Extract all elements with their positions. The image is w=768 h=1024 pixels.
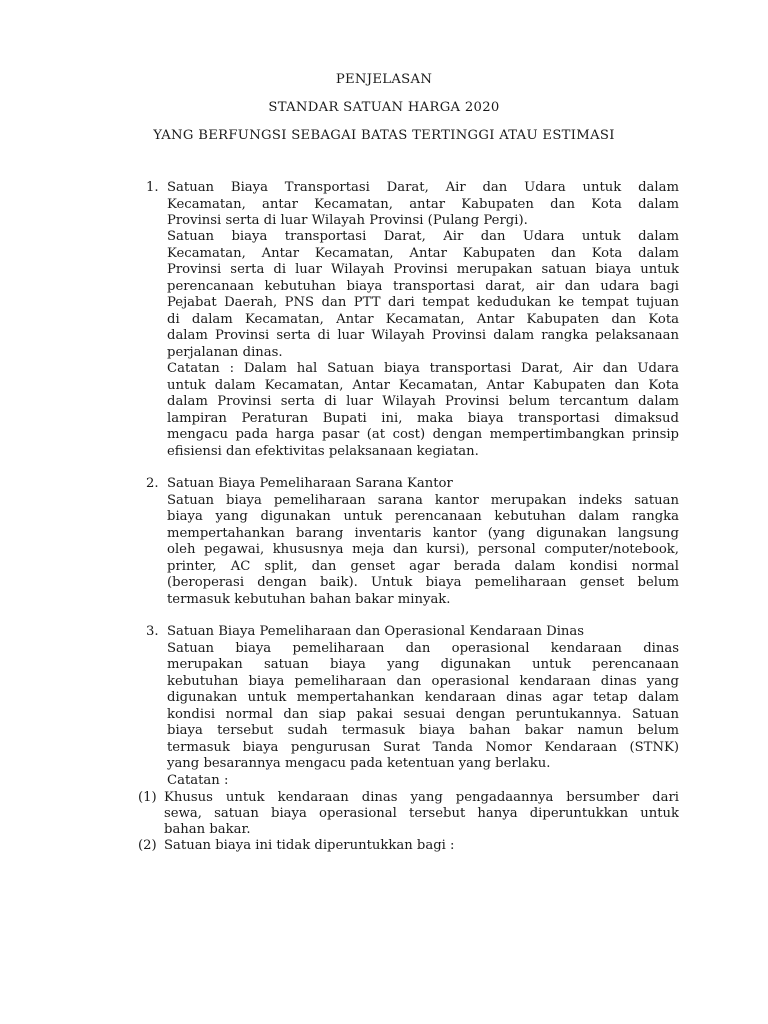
text-line: Kecamatan, antar Kecamatan, antar Kabupaten dan Kota dalam: [167, 197, 679, 212]
text-line: untuk dalam Kecamatan, Antar Kecamatan, Antar Kabupaten dan Kota: [167, 378, 679, 393]
subitem-number: (2): [138, 838, 157, 853]
text-line: dalam Provinsi serta di luar Wilayah Provinsi dalam rangka pelaksanaan: [167, 328, 679, 343]
text-line: Satuan biaya ini tidak diperuntukkan bagi :: [164, 838, 455, 853]
item-number: 2.: [146, 476, 159, 491]
text-line: mempertahankan barang inventaris kantor (yang digunakan langsung: [167, 526, 679, 541]
text-line: Catatan : Dalam hal Satuan biaya transportasi Darat, Air dan Udara: [167, 361, 679, 376]
text-line: termasuk kebutuhan bahan bakar minyak.: [167, 592, 451, 607]
text-line: kebutuhan biaya pemeliharaan dan operasional kendaraan dinas yang: [167, 674, 679, 689]
text-line: lampiran Peraturan Bupati ini, maka biaya transportasi dimaksud: [167, 411, 679, 426]
text-line: Satuan biaya pemeliharaan dan operasional kendaraan dinas: [167, 641, 679, 656]
doc-title: PENJELASAN: [335, 72, 433, 87]
text-line: kondisi normal dan siap pakai sesuai dengan peruntukannya. Satuan: [167, 707, 679, 722]
text-line: Satuan biaya transportasi Darat, Air dan Udara untuk dalam: [167, 229, 679, 244]
text-line: Satuan Biaya Pemeliharaan Sarana Kantor: [167, 476, 453, 491]
text-line: mengacu pada harga pasar (at cost) dengan mempertimbangkan prinsip: [167, 427, 679, 442]
item-number: 3.: [146, 624, 159, 639]
text-line: Satuan Biaya Transportasi Darat, Air dan Udara untuk dalam: [167, 180, 679, 195]
text-line: Khusus untuk kendaraan dinas yang pengadaannya bersumber dari: [164, 790, 679, 805]
text-line: perjalanan dinas.: [167, 345, 283, 360]
text-line: perencanaan kebutuhan biaya transportasi darat, air dan udara bagi: [167, 279, 679, 294]
text-line: merupakan satuan biaya yang digunakan untuk perencanaan: [167, 657, 679, 672]
text-line: Pejabat Daerah, PNS dan PTT dari tempat kedudukan ke tempat tujuan: [167, 295, 679, 310]
text-line: oleh pegawai, khususnya meja dan kursi), personal computer/notebook,: [167, 542, 679, 557]
item-number: 1.: [146, 180, 159, 195]
text-line: bahan bakar.: [164, 822, 251, 837]
text-line: Kecamatan, Antar Kecamatan, Antar Kabupaten dan Kota dalam: [167, 246, 679, 261]
text-line: Catatan :: [167, 773, 229, 788]
text-line: printer, AC split, dan genset agar berada dalam kondisi normal: [167, 559, 679, 574]
doc-subtitle: STANDAR SATUAN HARGA 2020: [268, 100, 500, 115]
text-line: Provinsi serta di luar Wilayah Provinsi merupakan satuan biaya untuk: [167, 262, 679, 277]
text-line: (beroperasi dengan baik). Untuk biaya pemeliharaan genset belum: [167, 575, 679, 590]
text-line: Satuan biaya pemeliharaan sarana kantor merupakan indeks satuan: [167, 493, 679, 508]
text-line: di dalam Kecamatan, Antar Kecamatan, Antar Kabupaten dan Kota: [167, 312, 679, 327]
text-line: termasuk biaya pengurusan Surat Tanda Nomor Kendaraan (STNK): [167, 740, 679, 755]
text-line: efisiensi dan efektivitas pelaksanaan kegiatan.: [167, 444, 479, 459]
doc-subtitle-2: YANG BERFUNGSI SEBAGAI BATAS TERTINGGI ATAU ESTIMASI: [153, 128, 615, 143]
text-line: Provinsi serta di luar Wilayah Provinsi (Pulang Pergi).: [167, 213, 528, 228]
subitem-number: (1): [138, 790, 157, 805]
text-line: biaya tersebut sudah termasuk biaya bahan bakar namun belum: [167, 723, 679, 738]
text-line: digunakan untuk mempertahankan kendaraan dinas agar tetap dalam: [167, 690, 679, 705]
text-line: dalam Provinsi serta di luar Wilayah Provinsi belum tercantum dalam: [167, 394, 679, 409]
text-line: sewa, satuan biaya operasional tersebut hanya diperuntukkan untuk: [164, 806, 679, 821]
text-line: Satuan Biaya Pemeliharaan dan Operasional Kendaraan Dinas: [167, 624, 585, 639]
text-line: biaya yang digunakan untuk perencanaan kebutuhan dalam rangka: [167, 509, 679, 524]
text-line: yang besarannya mengacu pada ketentuan yang berlaku.: [167, 756, 551, 771]
